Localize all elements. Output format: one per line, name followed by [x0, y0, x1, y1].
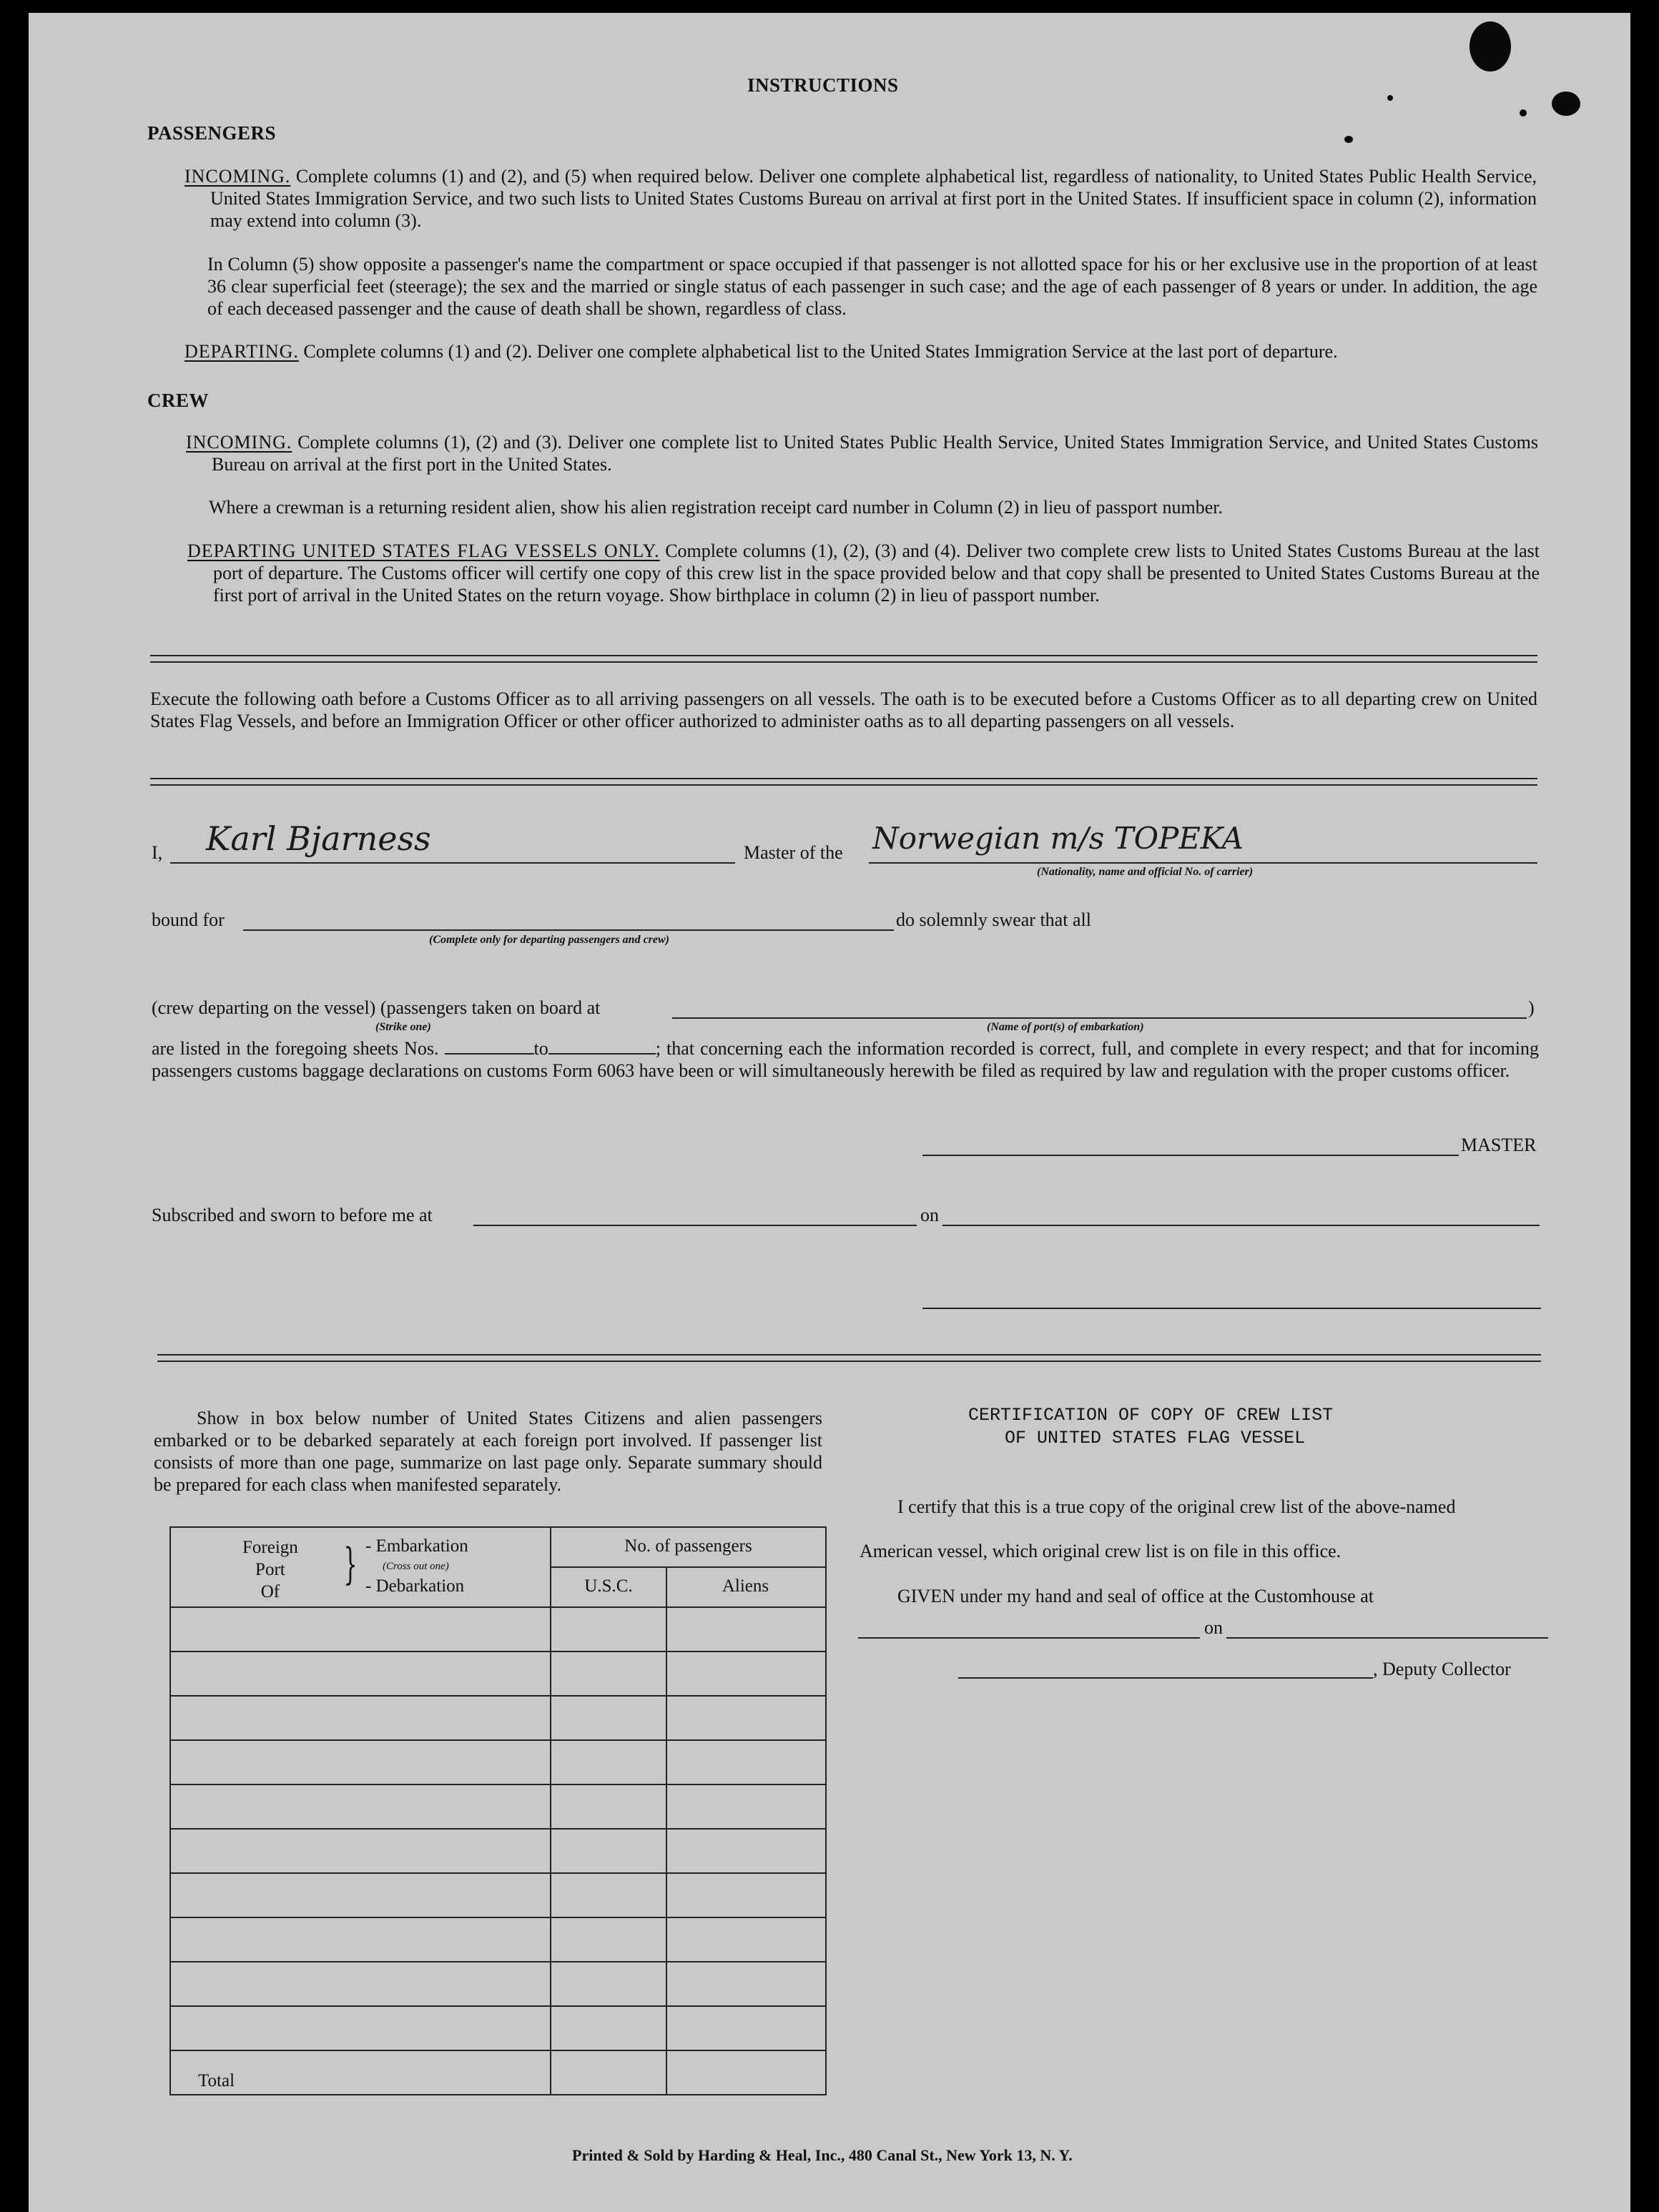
oath-i-label: I, [152, 842, 163, 863]
table-row [170, 1740, 826, 1784]
oath-intro-paragraph: Execute the following oath before a Customs Officer as to all arriving passengers on all vessels. The oath is to be executed before a Customs Officer as to all departing crew on United States Flag Vessels, and before an Immigration Officer or other officer authorized to administer oaths as to all departing passengers on all vessels. [150, 688, 1537, 731]
aliens-cell[interactable] [666, 1917, 826, 1962]
port-cell[interactable] [170, 2006, 551, 2050]
vessel-caption: (Nationality, name and official No. of carrier) [1037, 866, 1254, 878]
certification-line2: American vessel, which original crew list is on file in this office. [860, 1541, 1342, 1561]
usc-cell[interactable] [551, 2006, 666, 2050]
passengers-incoming-paragraph [184, 165, 1537, 232]
table-row [170, 1917, 826, 1962]
certification-line3: GIVEN under my hand and seal of office at the Customhouse at [897, 1586, 1374, 1606]
passengers-departing-text: Complete columns (1) and (2). Deliver one complete alphabetical list to the United States Immigration Service at the last port of departure. [303, 341, 1338, 362]
crew-incoming-lead: INCOMING. [186, 432, 292, 453]
usc-cell[interactable] [551, 1651, 666, 1696]
port-cell[interactable] [170, 1829, 551, 1873]
port-cell[interactable] [170, 1962, 551, 2006]
crew-incoming-text: Complete columns (1), (2) and (3). Deliver one complete list to United States Public Health Service, United States Immigration Service, and United States Customs Bureau on arrival at the first port in the United States. [212, 432, 1538, 475]
crew-incoming-paragraph [186, 431, 1538, 475]
table-row [170, 1651, 826, 1696]
total-aliens-cell[interactable] [666, 2050, 826, 2095]
aliens-cell[interactable] [666, 1873, 826, 1917]
col-aliens: Aliens [722, 1576, 769, 1596]
aliens-cell[interactable] [666, 1607, 826, 1651]
col-embarkation: - Embarkation [365, 1536, 468, 1556]
header-passengers [551, 1527, 826, 1607]
officer-signature-field[interactable] [922, 1308, 1541, 1309]
aliens-cell[interactable] [666, 1962, 826, 2006]
section-divider [157, 1354, 1541, 1362]
port-cell[interactable] [170, 1784, 551, 1829]
col-of: Of [260, 1582, 280, 1601]
total-row [170, 2050, 826, 2095]
col-usc: U.S.C. [584, 1576, 633, 1596]
crew-departing-paragraph [187, 540, 1540, 606]
col-debarkation: - Debarkation [365, 1576, 465, 1596]
usc-cell[interactable] [551, 1829, 666, 1873]
table-row [170, 1784, 826, 1829]
subscribed-label: Subscribed and sworn to before me at [152, 1205, 433, 1225]
col-port: Port [255, 1560, 285, 1579]
usc-cell[interactable] [551, 1962, 666, 2006]
form-page [29, 13, 1630, 2212]
table-row [170, 1696, 826, 1740]
certification-title-line2: OF UNITED STATES FLAG VESSEL [1005, 1428, 1306, 1448]
crew-resident-paragraph: Where a crewman is a returning resident alien, show his alien registration receipt card number in Column (2) in lieu of passport number. [209, 497, 1224, 518]
port-cell[interactable] [170, 1873, 551, 1917]
ink-speck [1387, 95, 1393, 101]
port-cell[interactable] [170, 1607, 551, 1651]
master-name-field[interactable] [170, 862, 735, 864]
master-signature: Karl Bjarness [206, 819, 431, 858]
ink-speck [1520, 109, 1527, 117]
port-cell[interactable] [170, 1740, 551, 1784]
table-row [170, 1962, 826, 2006]
col-passengers: No. of passengers [624, 1536, 752, 1556]
footer-printer: Printed & Sold by Harding & Heal, Inc., 480 Canal St., New York 13, N. Y. [572, 2146, 1073, 2164]
sworn-on-field[interactable] [942, 1225, 1540, 1226]
usc-cell[interactable] [551, 1873, 666, 1917]
aliens-cell[interactable] [666, 2006, 826, 2050]
listed-paragraph [152, 1037, 1539, 1082]
aliens-cell[interactable] [666, 1696, 826, 1740]
crew-departing-text: Complete columns (1), (2), (3) and (4). Deliver two complete crew lists to United States Customs Bureau at the last port of departure. The Customs officer will certify one copy of this crew list in the space provided below and that copy shall be presented to United States Customs Bureau at the first port of arrival in the United States on the return voyage. Show birthplace in column (2) in lieu of passport number. [213, 540, 1540, 606]
passengers-departing-lead: DEPARTING. [184, 341, 299, 362]
strike-caption: (Strike one) [375, 1021, 431, 1033]
vessel-handwritten: Norwegian m/s TOPEKA [872, 821, 1244, 856]
usc-cell[interactable] [551, 1740, 666, 1784]
close-paren: ) [1528, 997, 1535, 1018]
sworn-at-field[interactable] [473, 1225, 917, 1226]
vessel-field[interactable] [869, 862, 1537, 864]
deputy-label: , Deputy Collector [1373, 1659, 1511, 1679]
passengers-incoming-text: Complete columns (1) and (2), and (5) when required below. Deliver one complete alphabetical list, regardless of nationality, to United States Public Health Service, United States Immigration Service, and two such lists to United States Customs Bureau on arrival at first port in the United States. If insufficient space in column (2), information may extend into column (3). [210, 166, 1537, 231]
section-divider [150, 655, 1537, 663]
col-foreign: Foreign [242, 1538, 298, 1557]
aliens-cell[interactable] [666, 1829, 826, 1873]
to-label: to [533, 1038, 548, 1059]
passenger-summary-table [169, 1526, 827, 2095]
port-cell[interactable] [170, 1696, 551, 1740]
embarkation-ports-field[interactable] [672, 1017, 1527, 1019]
usc-cell[interactable] [551, 1696, 666, 1740]
usc-cell[interactable] [551, 1607, 666, 1651]
listed-prefix: are listed in the foregoing sheets Nos. [152, 1038, 439, 1059]
crew-departing-lead: DEPARTING UNITED STATES FLAG VESSELS ONLY. [187, 540, 660, 561]
passengers-column5-paragraph: In Column (5) show opposite a passenger's name the compartment or space occupied if that passenger is not allotted space for his or her exclusive use in the proportion of at least 36 clear superficial feet (steerage); the sex and the married or single status of each passenger in such case; and the age of each passenger of 8 years or under. In addition, the age of each deceased passenger and the cause of death shall be shown, regardless of class. [207, 254, 1537, 319]
usc-cell[interactable] [551, 1784, 666, 1829]
sworn-on-label: on [920, 1205, 939, 1225]
certification-on-label: on [1204, 1617, 1223, 1638]
total-usc-cell[interactable] [551, 2050, 666, 2095]
aliens-cell[interactable] [666, 1740, 826, 1784]
summary-paragraph: Show in box below number of United States Citizens and alien passengers embarked or to be debarked separately at each foreign port involved. If passenger list consists of more than one page, summarize on last page only. Separate summary should be prepared for each class when manifested separately. [154, 1408, 822, 1495]
bound-for-caption: (Complete only for departing passengers and crew) [429, 934, 669, 946]
table-row [170, 2006, 826, 2050]
passengers-departing-paragraph [184, 340, 1537, 362]
crew-heading: CREW [147, 390, 210, 411]
col-cross: (Cross out one) [383, 1561, 449, 1572]
header-foreign-port [170, 1527, 551, 1607]
certification-date-field[interactable] [1226, 1637, 1548, 1639]
ink-blot [1552, 92, 1580, 116]
passengers-incoming-lead: INCOMING. [184, 166, 291, 187]
aliens-cell[interactable] [666, 1651, 826, 1696]
deputy-signature-field[interactable] [958, 1677, 1373, 1679]
brace-icon: } [343, 1539, 358, 1589]
usc-cell[interactable] [551, 1917, 666, 1962]
table-row [170, 1829, 826, 1873]
customhouse-field[interactable] [858, 1637, 1200, 1639]
section-divider [150, 778, 1537, 786]
bound-for-label: bound for [152, 909, 225, 930]
certification-title-line1: CERTIFICATION OF COPY OF CREW LIST [968, 1405, 1334, 1426]
ports-caption: (Name of port(s) of embarkation) [987, 1021, 1144, 1033]
listed-text: ; that concerning each the information recorded is correct, full, and complete in every respect; and that for incoming passengers customs baggage declarations on customs Form 6063 have been or will simultaneously herewith be filed as required by law and regulation with the proper customs officer. [152, 1038, 1539, 1081]
port-cell[interactable] [170, 1651, 551, 1696]
ink-blot [1470, 21, 1511, 71]
aliens-cell[interactable] [666, 1784, 826, 1829]
total-label: Total [170, 2050, 551, 2095]
bound-for-field[interactable] [243, 929, 894, 931]
crew-departing-label: (crew departing on the vessel) (passengers taken on board at [152, 997, 601, 1018]
page-title: INSTRUCTIONS [747, 74, 899, 96]
master-signature-field[interactable] [922, 1155, 1459, 1156]
port-cell[interactable] [170, 1917, 551, 1962]
sheet-from-field[interactable] [445, 1039, 534, 1055]
table-row [170, 1607, 826, 1651]
table-row [170, 1873, 826, 1917]
ink-speck [1344, 136, 1353, 143]
master-of-label: Master of the [744, 842, 843, 863]
passengers-heading: PASSENGERS [147, 122, 277, 144]
master-label: MASTER [1461, 1135, 1537, 1155]
swear-label: do solemnly swear that all [896, 909, 1091, 930]
sheet-to-field[interactable] [548, 1039, 656, 1055]
certification-line1: I certify that this is a true copy of the original crew list of the above-named [897, 1496, 1456, 1517]
